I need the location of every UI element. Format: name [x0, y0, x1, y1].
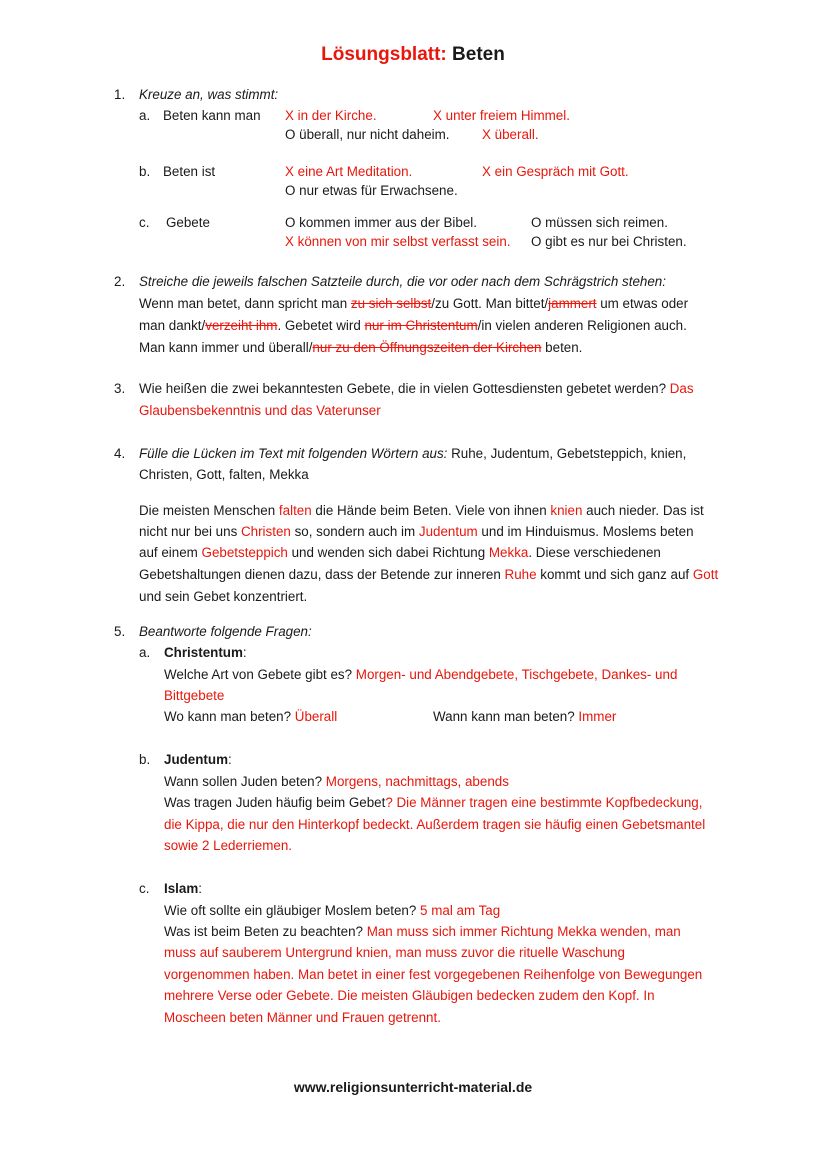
struck-phrase: nur im Christentum [364, 318, 478, 333]
answer-text: sowie 2 Lederriemen. [164, 838, 293, 853]
answer-text: Bittgebete [164, 688, 225, 703]
filled-gap: falten [278, 503, 312, 518]
item-letter: a. [139, 108, 151, 123]
answer-text: Das [669, 381, 694, 396]
answer-text: Morgens, nachmittags, abends [325, 774, 509, 789]
filled-gap: Gott [692, 567, 719, 582]
answer-text: die Kippa, die nur den Hinterkopf bedeckt. Außerdem tragen sie häufig einen Gebetsmantel [164, 817, 706, 832]
item-letter: c. [139, 215, 150, 230]
page-title [0, 44, 826, 66]
filled-gap: Mekka [488, 545, 529, 560]
item-label: Beten kann man [163, 108, 261, 123]
option-checked: X eine Art Meditation. [285, 164, 413, 179]
text-line: Was tragen Juden häufig beim Gebet? Die Männer tragen eine bestimmte Kopfbedeckung, [164, 795, 703, 810]
title-main: Beten [452, 44, 505, 65]
word-list: Christen, Gott, falten, Mekka [139, 467, 309, 482]
option-unchecked: O überall, nur nicht daheim. [285, 127, 450, 142]
answer-text: Immer [578, 709, 617, 724]
question-number: 1. [114, 87, 126, 102]
text-line: nicht nur bei uns Christen so, sondern auch im Judentum und im Hinduismus. Moslems beten [139, 524, 694, 539]
option-unchecked: O müssen sich reimen. [531, 215, 668, 230]
footer-url: www.religionsunterricht-material.de [293, 1079, 533, 1095]
text-line: Wann kann man beten? Immer [433, 709, 617, 724]
question-number: 4. [114, 446, 126, 461]
answer-text: Überall [294, 709, 338, 724]
option-unchecked: O nur etwas für Erwachsene. [285, 183, 458, 198]
answer-text: ? Die Männer tragen eine bestimmte Kopfbedeckung, [385, 795, 703, 810]
answer-text: muss auf sauberem Untergrund knien, man muss zuvor die rituelle Waschung [164, 945, 625, 960]
text-line: Gebetshaltungen dienen dazu, dass der Betende zur inneren Ruhe kommt und sich ganz auf Gott [139, 567, 719, 582]
answer-text: Man muss sich immer Richtung Mekka wenden, man [366, 924, 681, 939]
text-line: Man kann immer und überall/nur zu den Öffnungszeiten der Kirchen beten. [139, 340, 583, 355]
option-checked: X in der Kirche. [285, 108, 377, 123]
text-line: und sein Gebet konzentriert. [139, 589, 308, 604]
question-number: 3. [114, 381, 126, 396]
answer-text: Glaubensbekenntnis und das Vaterunser [139, 403, 381, 418]
option-checked: X überall. [482, 127, 539, 142]
filled-gap: Judentum [418, 524, 478, 539]
text-line: Wann sollen Juden beten? Morgens, nachmittags, abends [164, 774, 509, 789]
option-checked: X unter freiem Himmel. [433, 108, 570, 123]
item-letter: b. [139, 164, 151, 179]
text-line [139, 381, 694, 396]
question-text: Beantworte folgende Fragen: [139, 624, 312, 639]
struck-phrase: nur zu den Öffnungszeiten der Kirchen [312, 340, 542, 355]
text-line: man dankt/verzeiht ihm. Gebetet wird nur im Christentum/in vielen anderen Religionen auch. [139, 318, 687, 333]
text-line: Was ist beim Beten zu beachten? Man muss sich immer Richtung Mekka wenden, man [164, 924, 681, 939]
answer-text: Moscheen beten Männer und Frauen getrennt. [164, 1010, 441, 1025]
item-letter: b. [139, 752, 151, 767]
question-number: 2. [114, 274, 126, 289]
text-line: Wo kann man beten? Überall [164, 709, 338, 724]
item-label: Beten ist [163, 164, 216, 179]
item-letter: c. [139, 881, 150, 896]
option-checked: X können von mir selbst verfasst sein. [285, 234, 511, 249]
section-heading: Islam: [164, 881, 202, 896]
question-number: 5. [114, 624, 126, 639]
question-text: Streiche die jeweils falschen Satzteile durch, die vor oder nach dem Schrägstrich stehen: [139, 274, 666, 289]
filled-gap: Gebetsteppich [201, 545, 288, 560]
answer-text: 5 mal am Tag [420, 903, 501, 918]
item-label: Gebete [166, 215, 210, 230]
option-unchecked: O kommen immer aus der Bibel. [285, 215, 477, 230]
word-list: Ruhe, Judentum, Gebetsteppich, knien, [447, 446, 687, 461]
filled-gap: Christen [240, 524, 291, 539]
question-text: Kreuze an, was stimmt: [139, 87, 279, 102]
title-prefix: Lösungsblatt: [321, 44, 447, 65]
text-line: auf einem Gebetsteppich und wenden sich dabei Richtung Mekka. Diese verschiedenen [139, 545, 661, 560]
struck-phrase: verzeiht ihm [205, 318, 278, 333]
option-checked: X ein Gespräch mit Gott. [482, 164, 629, 179]
option-unchecked: O gibt es nur bei Christen. [531, 234, 687, 249]
text-line [139, 446, 686, 461]
struck-phrase: jammert [548, 296, 597, 311]
text-line: Wenn man betet, dann spricht man zu sich selbst/zu Gott. Man bittet/jammert um etwas oder [139, 296, 689, 311]
struck-phrase: zu sich selbst [350, 296, 432, 311]
item-letter: a. [139, 645, 151, 660]
answer-text: mehrere Verse oder Gebete. Die meisten Gläubigen bedecken zudem den Kopf. In [164, 988, 655, 1003]
section-heading: Christentum: [164, 645, 247, 660]
filled-gap: Ruhe [504, 567, 537, 582]
question-text: Fülle die Lücken im Text mit folgenden Wörtern aus: [139, 446, 448, 461]
text-line: Welche Art von Gebete gibt es? Morgen- und Abendgebete, Tischgebete, Dankes- und [164, 667, 678, 682]
answer-text: vorgenommen haben. Man betet in einer fest vorgegebenen Reihenfolge von Bewegungen [164, 967, 703, 982]
section-heading: Judentum: [164, 752, 232, 767]
answer-text: Morgen- und Abendgebete, Tischgebete, Dankes- und [355, 667, 678, 682]
filled-gap: knien [550, 503, 583, 518]
question-text: Wie heißen die zwei bekanntesten Gebete, die in vielen Gottesdiensten gebetet werden? [139, 381, 670, 396]
text-line: Wie oft sollte ein gläubiger Moslem beten? 5 mal am Tag [164, 903, 501, 918]
text-line: Die meisten Menschen falten die Hände beim Beten. Viele von ihnen knien auch nieder. Das ist [139, 503, 704, 518]
